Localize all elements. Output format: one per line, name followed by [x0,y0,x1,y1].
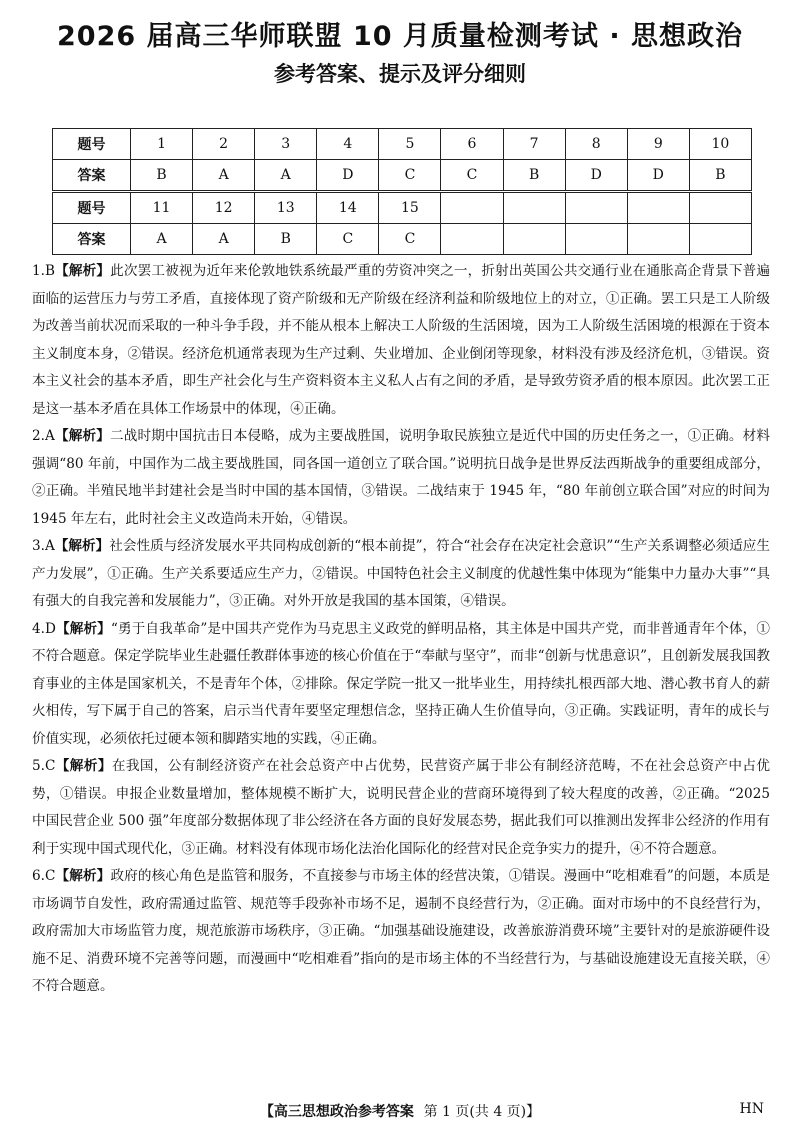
analysis-tag: 【解析】 [55,758,112,774]
analysis-tag: 【解析】 [54,428,110,444]
explanation-item [32,753,770,863]
page-footer [0,1101,800,1121]
answer-cell: A [193,224,255,255]
explanation-text: 此次罢工被视为近年来伦敦地铁系统最严重的劳资冲突之一，折射出英国公共交通行业在通胀高企背景下普遍面临的运营压力与劳工矛盾，直接体现了资产阶级和无产阶级在经济利益和阶级地位上的对立，①正确。罢工只是工人阶级为改善当前状况而采取的一种斗争手段，并不能从根本上解决工人阶级的生活困境，因为工人阶级生活困境的根源在于资本主义制度本身，②错误。经济危机通常表现为生产过剩、失业增加、企业倒闭等现象，材料没有涉及经济危机，③错误。资本主义社会的基本矛盾，即生产社会化与生产资料资本主义私人占有之间的矛盾，是导致劳资矛盾的根本原因。此次罢工正是这一基本矛盾在具体工作场景中的体现，④正确。 [32,263,771,417]
empty-cell [503,224,565,255]
empty-cell [627,192,689,224]
explanation-item [32,863,770,1001]
page-title: 2026 届高三华师联盟 10 月质量检测考试 · 思想政治 [57,21,743,52]
answer-cell: A [193,160,255,192]
explanation-item [32,616,770,754]
question-number: 11 [131,192,193,224]
answer-cell: D [627,160,689,192]
question-number: 2 [193,129,255,160]
question-answer: 1.B [32,263,55,279]
answer-cell: C [379,224,441,255]
question-answer: 4.D [32,620,56,637]
question-number: 5 [379,129,441,160]
answer-cell: C [379,160,441,192]
analysis-tag: 【解析】 [55,868,111,884]
question-number: 14 [317,192,379,224]
explanation-item [32,533,770,616]
empty-cell [441,224,503,255]
row-label-answer: 答案 [53,160,131,192]
question-number-row [53,129,752,160]
explanation-text: “勇于自我革命”是中国共产党作为马克思主义政党的鲜明品格，其主体是中国共产党，而非普通青年个体，①不符合题意。保定学院毕业生赴疆任教群体事迹的核心价值在于“奉献与坚守”，而非“创新与忧患意识”，且创新发展我国教育事业的主体是国家机关，不是青年个体，②排除。保定学院一批又一批毕业生，用持续扎根西部大地、潜心教书育人的薪火相传，写下属于自己的答案，启示当代青年要坚定理想信念，坚持正确人生价值导向，③正确。实践证明，青年的成长与价值实现，必须依托过硬本领和脚踏实地的实践，④正确。 [32,620,770,747]
page-subtitle: 参考答案、提示及评分细则 [274,62,526,86]
question-answer: 5.C [32,758,56,774]
explanation-text: 二战时期中国抗击日本侵略，成为主要战胜国，说明争取民族独立是近代中国的历史任务之一，①正确。材料强调“80 年前，中国作为二战主要战胜国，同各国一道创立了联合国。”说明抗日战争是世界反法西斯战争的重要组成部分，②正确。半殖民地半封建社会是当时中国的基本国情，③错误。二战结束于 1945 年，“80 年前创立联合国”对应的时间为 1945 年左右，此时社会主义改造尚未开始，④错误。 [32,428,771,527]
answer-row [53,160,752,192]
empty-cell [627,224,689,255]
empty-cell [689,224,751,255]
explanation-text: 政府的核心角色是监管和服务，不直接参与市场主体的经营决策，①错误。漫画中“吃相难看”的问题，本质是市场调节自发性，政府需通过监管、规范等手段弥补市场不足，遏制不良经营行为，②正确。面对市场中的不良经营行为，政府需加大市场监管力度，规范旅游市场秩序，③正确。“加强基础设施建设，改善旅游消费环境”主要针对的是旅游硬件设施不足、消费环境不完善等问题，而漫画中“吃相难看”指向的是市场主体的不当经营行为，与基础设施建设无直接关联，④不符合题意。 [32,868,770,994]
question-number: 12 [193,192,255,224]
question-number: 13 [255,192,317,224]
question-number: 6 [441,129,503,160]
analysis-tag: 【解析】 [54,263,111,279]
answer-cell: A [255,160,317,192]
footer-doc-label: 【高三思想政治参考答案 [259,1104,414,1120]
question-number: 8 [565,129,627,160]
answer-cell: B [131,160,193,192]
row-label-answer: 答案 [53,224,131,255]
empty-cell [565,224,627,255]
question-answer: 6.C [32,868,56,884]
question-number: 7 [503,129,565,160]
question-number: 4 [317,129,379,160]
explanation-text: 社会性质与经济发展水平共同构成创新的“根本前提”，符合“社会存在决定社会意识”“生产关系调整必须适应生产力发展”，①正确。生产关系要适应生产力，②错误。中国特色社会主义制度的优越性集中体现为“能集中力量办大事”“具有强大的自我完善和发展能力”，③正确。对外开放是我国的基本国策，④错误。 [32,538,771,609]
question-number: 10 [689,129,751,160]
analysis-tag: 【解析】 [54,538,110,554]
question-number: 15 [379,192,441,224]
row-label-question: 题号 [53,192,131,224]
question-answer: 3.A [32,538,55,554]
footer-region-code: HN [739,1101,764,1117]
empty-cell [441,192,503,224]
answer-cell: B [503,160,565,192]
empty-cell [565,192,627,224]
explanation-text: 在我国，公有制经济资产在社会总资产中占优势，民营资产属于非公有制经济范畴，不在社会总资产中占优势，①错误。申报企业数量增加，整体规模不断扩大，说明民营企业的营商环境得到了较大程度的改善，②正确。“2025 中国民营企业 500 强”年度部分数据体现了非公经济在各方面的良好发展态势，据此我们可以推测出发挥非公经济的作用有利于实现中国式现代化，③正确。材料没有体现市场化法治化国际化的经营对民企竞争实力的提升，④不符合题意。 [32,758,770,857]
explanation-item [32,258,770,423]
empty-cell [503,192,565,224]
footer-page-info: 第 1 页(共 4 页)】 [423,1104,541,1120]
answer-table [52,128,752,255]
empty-cell [689,192,751,224]
answer-cell: D [565,160,627,192]
question-number-row [53,192,752,224]
explanation-item [32,423,770,533]
explanations [32,258,770,1001]
answer-cell: B [689,160,751,192]
answer-cell: D [317,160,379,192]
answer-cell: A [131,224,193,255]
question-answer: 2.A [32,428,55,444]
analysis-tag: 【解析】 [55,620,111,637]
answer-cell: C [441,160,503,192]
answer-row [53,224,752,255]
question-number: 1 [131,129,193,160]
answer-cell: C [317,224,379,255]
row-label-question: 题号 [53,129,131,160]
question-number: 3 [255,129,317,160]
question-number: 9 [627,129,689,160]
answer-cell: B [255,224,317,255]
